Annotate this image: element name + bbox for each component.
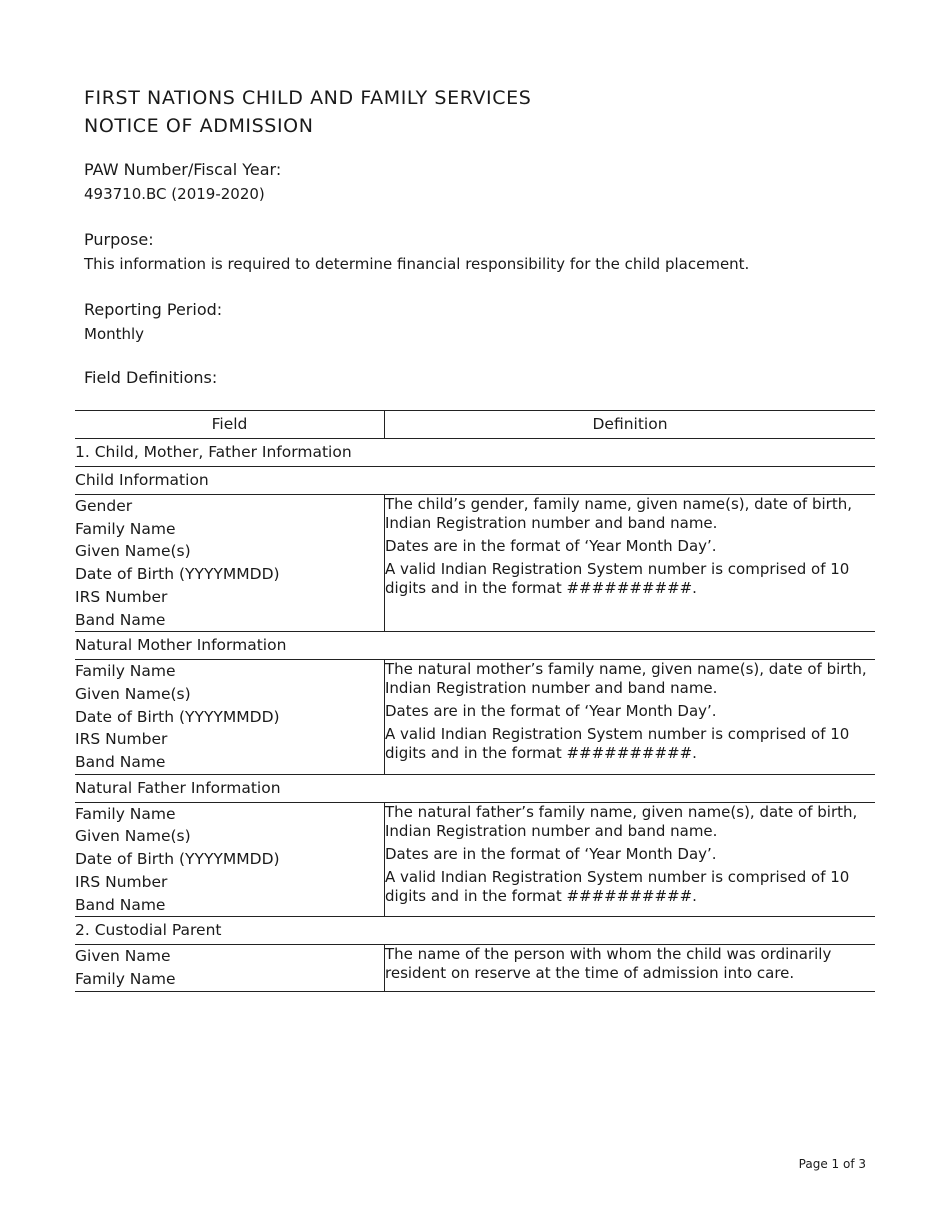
- column-header-definition: Definition: [385, 411, 876, 439]
- definition-paragraph: The natural father’s family name, given name(s), date of birth, Indian Registration number and band name.: [385, 802, 858, 840]
- field-item: Given Name(s): [75, 542, 191, 561]
- subsection-title-father: Natural Father Information: [75, 774, 875, 802]
- field-list-child: [75, 495, 385, 632]
- definition-mother: [385, 660, 876, 775]
- field-definitions-table: [75, 410, 875, 992]
- subsection-row-mother: [75, 632, 875, 660]
- field-item: Family Name: [75, 662, 176, 681]
- field-list-custodial: [75, 945, 385, 991]
- section-title-1: 1. Child, Mother, Father Information: [75, 439, 875, 467]
- subsection-title-mother: Natural Mother Information: [75, 632, 875, 660]
- field-item: Given Name: [75, 947, 171, 966]
- definition-paragraph: Dates are in the format of ‘Year Month Day’.: [385, 537, 717, 555]
- subsection-title-child: Child Information: [75, 467, 875, 495]
- title-line-1: FIRST NATIONS CHILD AND FAMILY SERVICES: [84, 87, 532, 109]
- field-item: Gender: [75, 497, 133, 515]
- field-item: Date of Birth (YYYYMMDD): [75, 565, 280, 584]
- field-item: IRS Number: [75, 872, 168, 891]
- table-row-father: [75, 802, 875, 917]
- definition-father: [385, 802, 876, 917]
- definition-paragraph: The child’s gender, family name, given name(s), date of birth, Indian Registration number and band name.: [385, 495, 852, 532]
- reporting-value: Monthly: [84, 325, 145, 343]
- reporting-label: Reporting Period:: [84, 300, 223, 319]
- field-definitions-section: [84, 367, 217, 389]
- definition-paragraph: A valid Indian Registration System number is comprised of 10 digits and in the format ##########.: [385, 867, 850, 905]
- paw-section: [84, 159, 281, 205]
- purpose-value: This information is required to determine financial responsibility for the child placement.: [84, 255, 750, 273]
- definition-paragraph: The natural mother’s family name, given name(s), date of birth, Indian Registration number and band name.: [385, 660, 867, 698]
- section-row-2: [75, 917, 875, 945]
- field-list-father: [75, 802, 385, 917]
- document-title: [84, 84, 531, 140]
- field-item: Given Name(s): [75, 827, 191, 846]
- subsection-row-child: [75, 467, 875, 495]
- field-item: Band Name: [75, 753, 166, 772]
- title-line-2: NOTICE OF ADMISSION: [84, 115, 314, 137]
- paw-value: 493710.BC (2019-2020): [84, 185, 265, 203]
- definition-paragraph: A valid Indian Registration System number is comprised of 10 digits and in the format ##########.: [385, 725, 850, 763]
- paw-label: PAW Number/Fiscal Year:: [84, 160, 282, 179]
- section-title-2: 2. Custodial Parent: [75, 917, 875, 945]
- field-list-mother: [75, 660, 385, 775]
- subsection-row-father: [75, 774, 875, 802]
- table-row-custodial: [75, 945, 875, 991]
- purpose-section: [84, 229, 749, 275]
- field-item: Family Name: [75, 969, 176, 988]
- definition-paragraph: A valid Indian Registration System number is comprised of 10 digits and in the format ##########.: [385, 560, 850, 597]
- field-item: Date of Birth (YYYYMMDD): [75, 707, 280, 726]
- column-header-field: Field: [75, 411, 385, 439]
- field-definitions-label: Field Definitions:: [84, 368, 218, 387]
- table-row-child: [75, 495, 875, 632]
- field-item: IRS Number: [75, 730, 168, 749]
- field-item: Band Name: [75, 895, 166, 914]
- field-item: Date of Birth (YYYYMMDD): [75, 850, 280, 869]
- page-number: Page 1 of 3: [798, 1157, 866, 1171]
- field-item: Band Name: [75, 610, 166, 629]
- reporting-section: [84, 299, 222, 345]
- table-row-mother: [75, 660, 875, 775]
- definition-custodial: [385, 945, 876, 991]
- definition-child: [385, 495, 876, 632]
- field-item: Family Name: [75, 519, 176, 538]
- definition-paragraph: Dates are in the format of ‘Year Month Day’.: [385, 702, 717, 721]
- field-item: Family Name: [75, 804, 176, 823]
- definition-paragraph: The name of the person with whom the child was ordinarily resident on reserve at the time of admission into care.: [385, 945, 832, 983]
- field-item: IRS Number: [75, 587, 168, 606]
- table-header-row: [75, 411, 875, 439]
- field-item: Given Name(s): [75, 684, 191, 703]
- section-row-1: [75, 439, 875, 467]
- purpose-label: Purpose:: [84, 230, 154, 249]
- definition-paragraph: Dates are in the format of ‘Year Month Day’.: [385, 844, 717, 863]
